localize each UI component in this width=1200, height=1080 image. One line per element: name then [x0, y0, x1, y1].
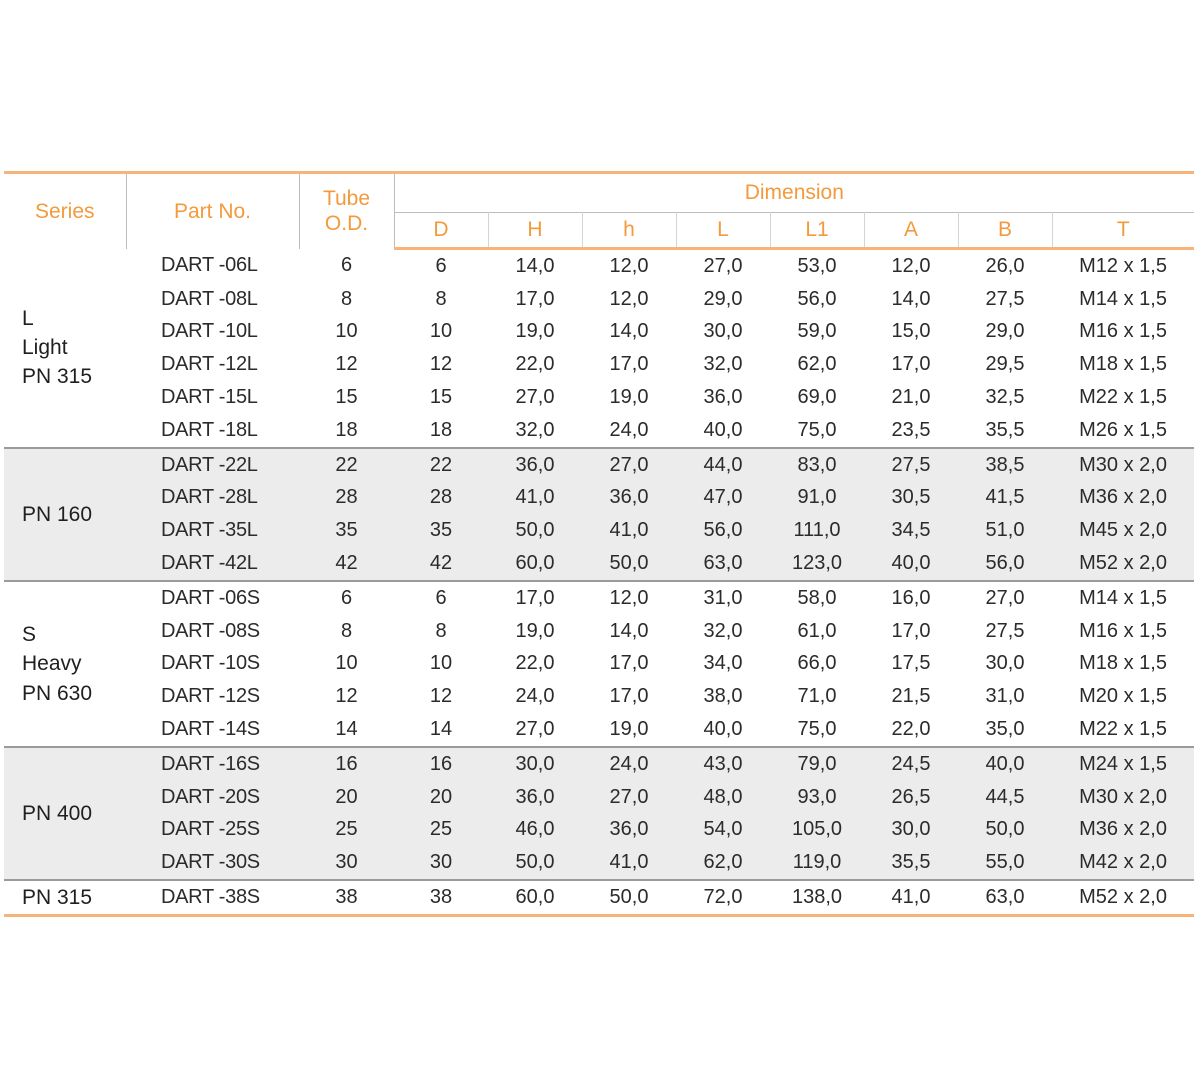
dimension-cell: M42 x 2,0 — [1052, 846, 1194, 880]
table-row — [4, 547, 1194, 581]
series-label-line: PN 315 — [22, 365, 93, 389]
dimension-cell: 91,0 — [770, 482, 864, 515]
dimension-cell: 21,5 — [891, 685, 931, 708]
dimension-cell: 41,0 — [582, 846, 676, 880]
dimension-cell: 105,0 — [770, 814, 864, 847]
dimension-cell: M30 x 2,0 — [1052, 781, 1194, 814]
dimension-cell: 47,0 — [676, 482, 770, 515]
header-tube-line1: Tube — [322, 187, 371, 211]
dimension-cell: 35,0 — [958, 713, 1052, 747]
dimension-cell: 123,0 — [770, 547, 864, 581]
dimension-cell: 41,0 — [582, 514, 676, 547]
part-number-cell: DART -10L — [161, 320, 258, 343]
table-row — [4, 615, 1194, 648]
dimension-cell: 35,5 — [958, 414, 1052, 448]
dimension-cell: 50,0 — [488, 514, 582, 547]
part-number-cell: DART -06S — [161, 586, 260, 609]
dimension-cell: 51,0 — [958, 514, 1052, 547]
dimension-cell: 119,0 — [770, 846, 864, 880]
dimension-cell: M18 x 1,5 — [1079, 353, 1167, 376]
dimension-cell: 63,0 — [958, 880, 1052, 915]
dimension-cell: M22 x 1,5 — [1052, 713, 1194, 747]
dimension-cell: 8 — [435, 619, 447, 642]
dimension-cell: 62,0 — [676, 846, 770, 880]
tube-od-cell: 16 — [299, 747, 394, 781]
dimension-cell: 10 — [429, 320, 453, 343]
dimension-cell: 40,0 — [864, 547, 958, 581]
dimension-cell: 35 — [394, 514, 488, 547]
dimension-cell: M12 x 1,5 — [1079, 254, 1167, 277]
table-row — [4, 249, 1194, 283]
series-group — [4, 448, 1194, 581]
series-label-line: PN 400 — [22, 801, 93, 825]
dimension-cell: 63,0 — [676, 547, 770, 581]
dimension-cell: 27,5 — [985, 287, 1025, 310]
dimension-cell: 56,0 — [676, 514, 770, 547]
dimension-cell: 17,0 — [891, 353, 931, 376]
part-number-cell: DART -20S — [126, 781, 299, 814]
dimension-cell: 16 — [394, 747, 488, 781]
dimension-cell: 12,0 — [609, 586, 649, 609]
dimension-cell: 43,0 — [676, 747, 770, 781]
dimension-cell: 55,0 — [958, 846, 1052, 880]
tube-od-cell: 30 — [299, 846, 394, 880]
dimension-cell: 27,0 — [515, 386, 555, 409]
header-dimension: Dimension — [394, 173, 1194, 213]
part-number-cell: DART -08L — [161, 287, 258, 310]
dimension-cell: 50,0 — [582, 547, 676, 581]
dimension-cell: M14 x 1,5 — [1079, 287, 1167, 310]
dimension-cell: 12 — [429, 353, 453, 376]
dimension-cell: 42 — [394, 547, 488, 581]
table-row — [4, 316, 1194, 349]
dimension-cell: 22,0 — [864, 713, 958, 747]
dimension-cell: 54,0 — [676, 814, 770, 847]
dimension-cell: 17,0 — [609, 652, 649, 675]
part-number-cell: DART -08S — [161, 619, 260, 642]
table-row — [4, 781, 1194, 814]
dimension-cell: 31,0 — [703, 586, 743, 609]
part-number-cell: DART -16S — [126, 747, 299, 781]
dimension-cell: 24,0 — [582, 747, 676, 781]
dimension-cell: 34,0 — [703, 652, 743, 675]
tube-od-cell: 12 — [335, 685, 358, 708]
dimension-cell: 19,0 — [515, 619, 555, 642]
dimension-cell: 17,0 — [609, 685, 649, 708]
dimension-cell: 59,0 — [797, 320, 837, 343]
dimension-cell: 32,0 — [703, 353, 743, 376]
dimension-cell: 21,0 — [891, 386, 931, 409]
dimension-cell: 41,5 — [958, 482, 1052, 515]
series-group — [4, 747, 1194, 880]
tube-od-cell: 8 — [340, 287, 353, 310]
tube-od-cell: 12 — [335, 353, 358, 376]
dimension-cell: 60,0 — [488, 880, 582, 915]
dimension-cell: 75,0 — [770, 713, 864, 747]
dimension-cell: M18 x 1,5 — [1079, 652, 1167, 675]
dimension-cell: 36,0 — [488, 448, 582, 482]
dimension-cell: 19,0 — [515, 320, 555, 343]
header-dim-3: h — [582, 213, 676, 249]
series-label-line: L — [22, 306, 34, 330]
dimension-cell: 32,0 — [488, 414, 582, 448]
series-cell — [4, 747, 126, 880]
dimension-cell: 25 — [394, 814, 488, 847]
dimension-cell: 17,0 — [515, 287, 555, 310]
dimension-cell: 83,0 — [770, 448, 864, 482]
dimension-cell: 41,0 — [864, 880, 958, 915]
dimension-cell: 27,0 — [582, 448, 676, 482]
dimension-cell: 14,0 — [891, 287, 931, 310]
part-number-cell: DART -28L — [126, 482, 299, 515]
table-row — [4, 348, 1194, 381]
header-dim-5: L1 — [770, 213, 864, 249]
part-number-cell: DART -10S — [161, 652, 260, 675]
table-row — [4, 448, 1194, 482]
dimension-cell: 79,0 — [770, 747, 864, 781]
dimension-cell: 8 — [435, 287, 447, 310]
dimension-cell: 15,0 — [891, 320, 931, 343]
series-label-line: PN 160 — [22, 502, 93, 526]
dimension-cell: 12 — [429, 685, 453, 708]
dimension-cell: 50,0 — [958, 814, 1052, 847]
part-number-cell: DART -38S — [126, 880, 299, 915]
dimension-cell: 34,5 — [864, 514, 958, 547]
dimension-cell: 27,0 — [582, 781, 676, 814]
table-row — [4, 581, 1194, 615]
dimension-cell: M30 x 2,0 — [1052, 448, 1194, 482]
dimension-cell: M45 x 2,0 — [1052, 514, 1194, 547]
dimension-cell: 27,0 — [703, 254, 743, 277]
dimension-cell: M36 x 2,0 — [1052, 482, 1194, 515]
dimension-cell: 138,0 — [770, 880, 864, 915]
dimension-cell: 14,0 — [609, 619, 649, 642]
dimension-cell: M16 x 1,5 — [1079, 619, 1167, 642]
header-part-no: Part No. — [126, 173, 299, 249]
dimension-cell: 93,0 — [770, 781, 864, 814]
dimension-cell: 12,0 — [891, 254, 931, 277]
dimension-cell: 14,0 — [515, 254, 555, 277]
part-number-cell: DART -06L — [161, 254, 258, 277]
dimension-cell: 22,0 — [515, 652, 555, 675]
header-dim-1: D — [394, 213, 488, 249]
table-row — [4, 381, 1194, 414]
dimension-cell: 50,0 — [488, 846, 582, 880]
dimension-cell: 30,0 — [985, 652, 1025, 675]
dimension-cell: 72,0 — [676, 880, 770, 915]
tube-od-cell: 20 — [299, 781, 394, 814]
dimension-cell: 10 — [429, 652, 453, 675]
dimension-cell: 56,0 — [958, 547, 1052, 581]
dimension-cell: 75,0 — [770, 414, 864, 448]
table-row — [4, 482, 1194, 515]
series-cell — [4, 448, 126, 581]
series-label-line: PN 630 — [22, 681, 93, 705]
series-label-line: S — [22, 622, 37, 646]
dimension-cell: 111,0 — [770, 514, 864, 547]
dimension-cell: M52 x 2,0 — [1052, 547, 1194, 581]
dimension-cell: 69,0 — [797, 386, 837, 409]
dimension-cell: 60,0 — [488, 547, 582, 581]
dimension-cell: 14,0 — [609, 320, 649, 343]
tube-od-cell: 8 — [340, 619, 353, 642]
dimension-cell: 24,5 — [864, 747, 958, 781]
table-row — [4, 680, 1194, 713]
series-group — [4, 249, 1194, 448]
part-number-cell: DART -42L — [126, 547, 299, 581]
dimension-cell: 30,0 — [488, 747, 582, 781]
tube-od-cell: 42 — [299, 547, 394, 581]
dimension-cell: 24,0 — [515, 685, 555, 708]
part-number-cell: DART -15L — [161, 386, 258, 409]
dimension-cell: 62,0 — [797, 353, 837, 376]
series-label-line: Light — [22, 335, 68, 359]
dimension-cell: 36,0 — [582, 482, 676, 515]
header-dim-4: L — [676, 213, 770, 249]
dimension-cell: 12,0 — [609, 254, 649, 277]
dimension-cell: 6 — [435, 254, 447, 277]
header-series: Series — [4, 173, 126, 249]
dimension-cell: 36,0 — [488, 781, 582, 814]
series-label-line: Heavy — [22, 652, 82, 676]
table-row — [4, 648, 1194, 681]
dimension-cell: 19,0 — [582, 713, 676, 747]
dimension-cell: 38,5 — [958, 448, 1052, 482]
series-cell — [4, 581, 126, 747]
dimension-cell: 30,0 — [703, 320, 743, 343]
dimension-cell: 27,0 — [488, 713, 582, 747]
table-row — [4, 880, 1194, 915]
dimension-cell: 61,0 — [797, 619, 837, 642]
dimension-cell: 22,0 — [515, 353, 555, 376]
dimension-cell: 6 — [435, 586, 447, 609]
dimension-cell: 44,5 — [958, 781, 1052, 814]
dimension-cell: 36,0 — [703, 386, 743, 409]
dimension-cell: 40,0 — [676, 414, 770, 448]
dimension-cell: 35,5 — [864, 846, 958, 880]
tube-od-cell: 6 — [340, 586, 353, 609]
series-group — [4, 880, 1194, 915]
dimension-cell: 28 — [394, 482, 488, 515]
series-label-line: PN 315 — [22, 885, 93, 909]
part-number-cell: DART -35L — [126, 514, 299, 547]
header-dim-7: B — [958, 213, 1052, 249]
dimension-cell: 17,0 — [891, 619, 931, 642]
table-row — [4, 747, 1194, 781]
dimension-cell: 40,0 — [676, 713, 770, 747]
dimension-cell: 38,0 — [703, 685, 743, 708]
dimension-cell: M36 x 2,0 — [1052, 814, 1194, 847]
tube-od-cell: 35 — [299, 514, 394, 547]
dimension-cell: 41,0 — [488, 482, 582, 515]
part-number-cell: DART -22L — [126, 448, 299, 482]
dimension-cell: M20 x 1,5 — [1079, 685, 1167, 708]
dimension-cell: 29,5 — [985, 353, 1025, 376]
dimension-cell: 48,0 — [676, 781, 770, 814]
dimension-cell: 30 — [394, 846, 488, 880]
dimension-cell: 27,0 — [985, 586, 1025, 609]
dimension-cell: M26 x 1,5 — [1052, 414, 1194, 448]
dimension-cell: 27,5 — [985, 619, 1025, 642]
header-dim-2: H — [488, 213, 582, 249]
dimension-cell: 44,0 — [676, 448, 770, 482]
part-number-cell: DART -30S — [126, 846, 299, 880]
dimension-cell: 32,0 — [703, 619, 743, 642]
dimension-cell: 46,0 — [488, 814, 582, 847]
dimension-cell: 18 — [394, 414, 488, 448]
dimension-cell: 24,0 — [582, 414, 676, 448]
header-dim-6: A — [864, 213, 958, 249]
dimension-cell: 19,0 — [609, 386, 649, 409]
dimension-cell: M16 x 1,5 — [1079, 320, 1167, 343]
dimension-cell: 50,0 — [582, 880, 676, 915]
dimension-cell: 12,0 — [609, 287, 649, 310]
dimension-cell: 23,5 — [864, 414, 958, 448]
dimension-cell: 26,5 — [864, 781, 958, 814]
part-number-cell: DART -18L — [126, 414, 299, 448]
spec-table-container — [4, 171, 1194, 917]
dimension-cell: 17,5 — [891, 652, 931, 675]
tube-od-cell: 18 — [299, 414, 394, 448]
header-tube-line2: O.D. — [324, 212, 369, 236]
tube-od-cell: 15 — [335, 386, 358, 409]
dimension-cell: 56,0 — [797, 287, 837, 310]
dimension-cell: 31,0 — [985, 685, 1025, 708]
table-row — [4, 713, 1194, 747]
table-row — [4, 514, 1194, 547]
dimension-cell: 32,5 — [985, 386, 1025, 409]
part-number-cell: DART -12L — [161, 353, 258, 376]
dimension-cell: 26,0 — [985, 254, 1025, 277]
dimension-cell: M52 x 2,0 — [1052, 880, 1194, 915]
dimension-cell: M22 x 1,5 — [1079, 386, 1167, 409]
dimension-cell: 16,0 — [891, 586, 931, 609]
tube-od-cell: 10 — [335, 320, 358, 343]
table-row — [4, 283, 1194, 316]
dimension-cell: 40,0 — [958, 747, 1052, 781]
table-row — [4, 846, 1194, 880]
dimension-cell: 66,0 — [797, 652, 837, 675]
dimension-cell: 22 — [394, 448, 488, 482]
dimension-cell: 71,0 — [797, 685, 837, 708]
dimension-cell: 17,0 — [609, 353, 649, 376]
table-row — [4, 814, 1194, 847]
series-cell — [4, 249, 126, 448]
dimension-cell: 53,0 — [797, 254, 837, 277]
part-number-cell: DART -25S — [126, 814, 299, 847]
dimension-cell: 20 — [394, 781, 488, 814]
dimension-cell: 29,0 — [703, 287, 743, 310]
part-number-cell: DART -14S — [126, 713, 299, 747]
header-tube-od — [299, 173, 394, 249]
table-header — [4, 173, 1194, 249]
part-number-cell: DART -12S — [161, 685, 260, 708]
tube-od-cell: 28 — [299, 482, 394, 515]
tube-od-cell: 6 — [340, 254, 353, 277]
dimension-cell: 17,0 — [515, 586, 555, 609]
spec-table — [4, 171, 1194, 917]
tube-od-cell: 14 — [299, 713, 394, 747]
header-dim-8: T — [1052, 213, 1194, 249]
dimension-cell: M24 x 1,5 — [1052, 747, 1194, 781]
series-group — [4, 581, 1194, 747]
dimension-cell: 27,5 — [864, 448, 958, 482]
dimension-cell: 15 — [429, 386, 453, 409]
dimension-cell: 14 — [394, 713, 488, 747]
dimension-cell: M14 x 1,5 — [1079, 586, 1167, 609]
dimension-cell: 36,0 — [582, 814, 676, 847]
dimension-cell: 38 — [394, 880, 488, 915]
dimension-cell: 29,0 — [985, 320, 1025, 343]
tube-od-cell: 22 — [299, 448, 394, 482]
dimension-cell: 30,5 — [864, 482, 958, 515]
tube-od-cell: 25 — [299, 814, 394, 847]
tube-od-cell: 38 — [299, 880, 394, 915]
series-cell — [4, 880, 126, 915]
dimension-cell: 30,0 — [864, 814, 958, 847]
table-row — [4, 414, 1194, 448]
dimension-cell: 58,0 — [797, 586, 837, 609]
tube-od-cell: 10 — [335, 652, 358, 675]
